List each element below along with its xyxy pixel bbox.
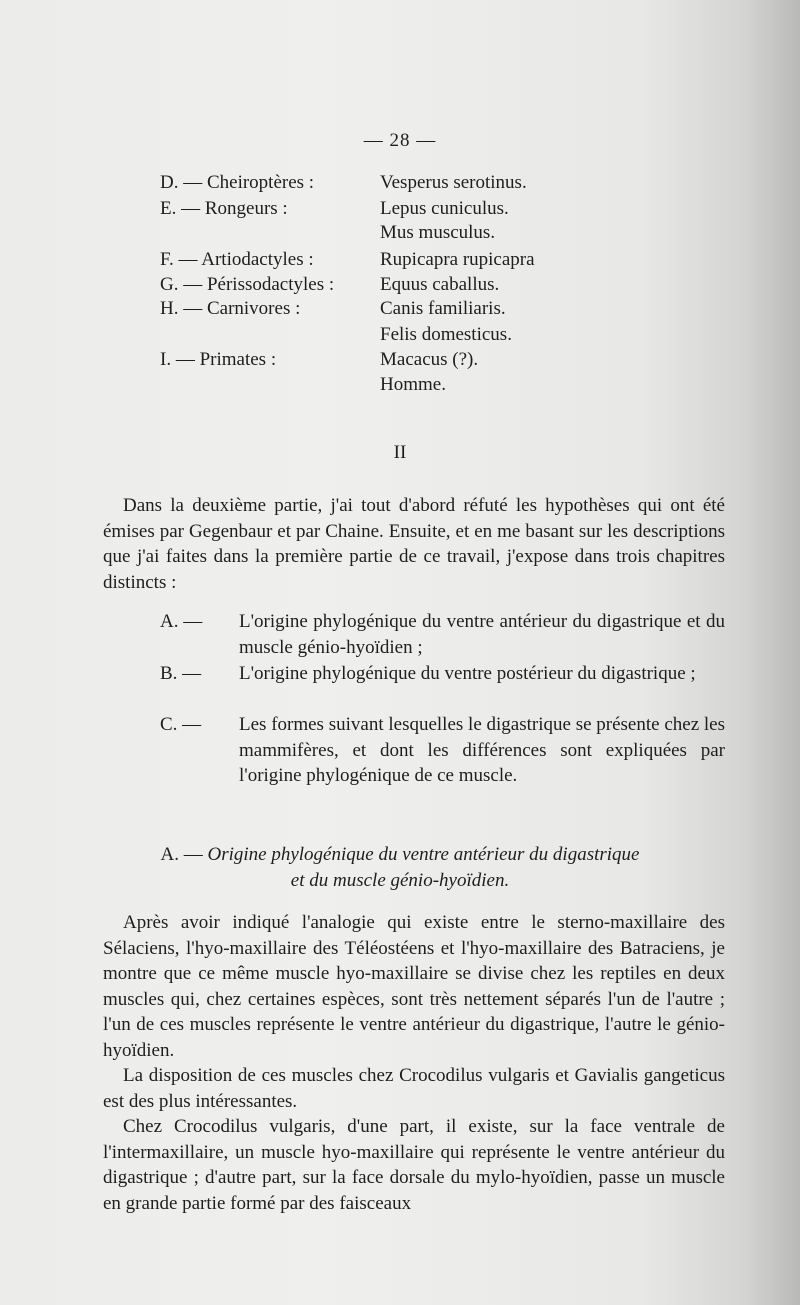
classification-row [160,324,512,346]
chapter-text: L'origine phylogénique du ventre postérieur du digastrique ; [239,663,696,684]
species-name: Canis familiaris. [380,298,506,319]
body-paragraph: La disposition de ces muscles chez Crocodilus vulgaris et Gavialis gangeticus est des plus intéressantes. [103,1065,725,1112]
species-name: Felis domesticus. [380,324,512,345]
chapter-item [160,609,725,660]
classification-row [160,172,527,194]
page-number: — 28 — [363,130,437,151]
classification-row [160,274,500,296]
section-heading-line-1 [0,842,800,868]
body-paragraph: Chez Crocodilus vulgaris, d'une part, il existe, sur la face ventrale de l'intermaxillaire, un muscle hyo-maxillaire qui représente le ventre antérieur du digastrique ; d'autre part, sur la face dorsale du mylo-hyoïdien, passe un muscle en grande partie formé par des faisceaux [103,1116,725,1214]
intro-paragraph: Dans la deuxième partie, j'ai tout d'abord réfuté les hypothèses qui ont été émises par Gegenbaur et par Chaine. Ensuite, et en me basant sur les descriptions que j'ai faites dans la première partie de ce travail, j'expose dans trois chapitres distincts : [103,495,725,593]
chapter-letter: A. — [160,611,203,632]
section-heading-title: Origine phylogénique du ventre antérieur du digastrique [207,844,640,865]
classification-row [160,249,535,271]
classification-row [160,374,446,396]
order-label: F. — Artiodactyles : [160,249,314,270]
classification-row [160,349,479,371]
chapter-text: Les formes suivant lesquelles le digastrique se présente chez les mammifères, et dont les différences sont expliquées par l'origine phylogénique de ce muscle. [239,714,725,786]
section-heading-prefix: A. — [160,844,203,865]
classification-row [160,198,509,220]
order-label: I. — Primates : [160,349,277,370]
classification-row [160,298,506,320]
order-label: H. — Carnivores : [160,298,301,319]
body-paragraph: Après avoir indiqué l'analogie qui existe entre le sterno-maxillaire des Sélaciens, l'hyo-maxillaire des Téléostéens et l'hyo-maxillaire des Batraciens, je montre que ce même muscle hyo-maxillaire se divise chez les reptiles en deux muscles qui, chez certaines espèces, sont très nettement séparés l'un de l'autre ; l'un de ces muscles représente le ventre antérieur du digastrique, l'autre le génio-hyoïdien. [103,912,725,1061]
chapter-letter: B. — [160,663,202,684]
species-name: Homme. [380,374,446,395]
species-name: Equus caballus. [380,274,500,295]
chapter-item [160,712,725,789]
order-label: E. — Rongeurs : [160,198,288,219]
chapter-text: L'origine phylogénique du ventre antérieur du digastrique et du muscle génio-hyoïdien ; [239,611,725,658]
species-name: Vesperus serotinus. [380,172,527,193]
section-heading-line-2: et du muscle génio-hyoïdien. [290,869,510,891]
chapter-item [160,661,725,687]
order-label: G. — Périssodactyles : [160,274,335,295]
section-numeral: II [393,442,407,463]
classification-row [160,222,496,244]
section-heading [0,842,800,893]
species-name: Rupicapra rupicapra [380,249,535,270]
chapter-letter: C. — [160,714,202,735]
species-name: Macacus (?). [380,349,479,370]
order-label: D. — Cheiroptères : [160,172,315,193]
species-name: Lepus cuniculus. [380,198,509,219]
species-name: Mus musculus. [380,222,496,243]
